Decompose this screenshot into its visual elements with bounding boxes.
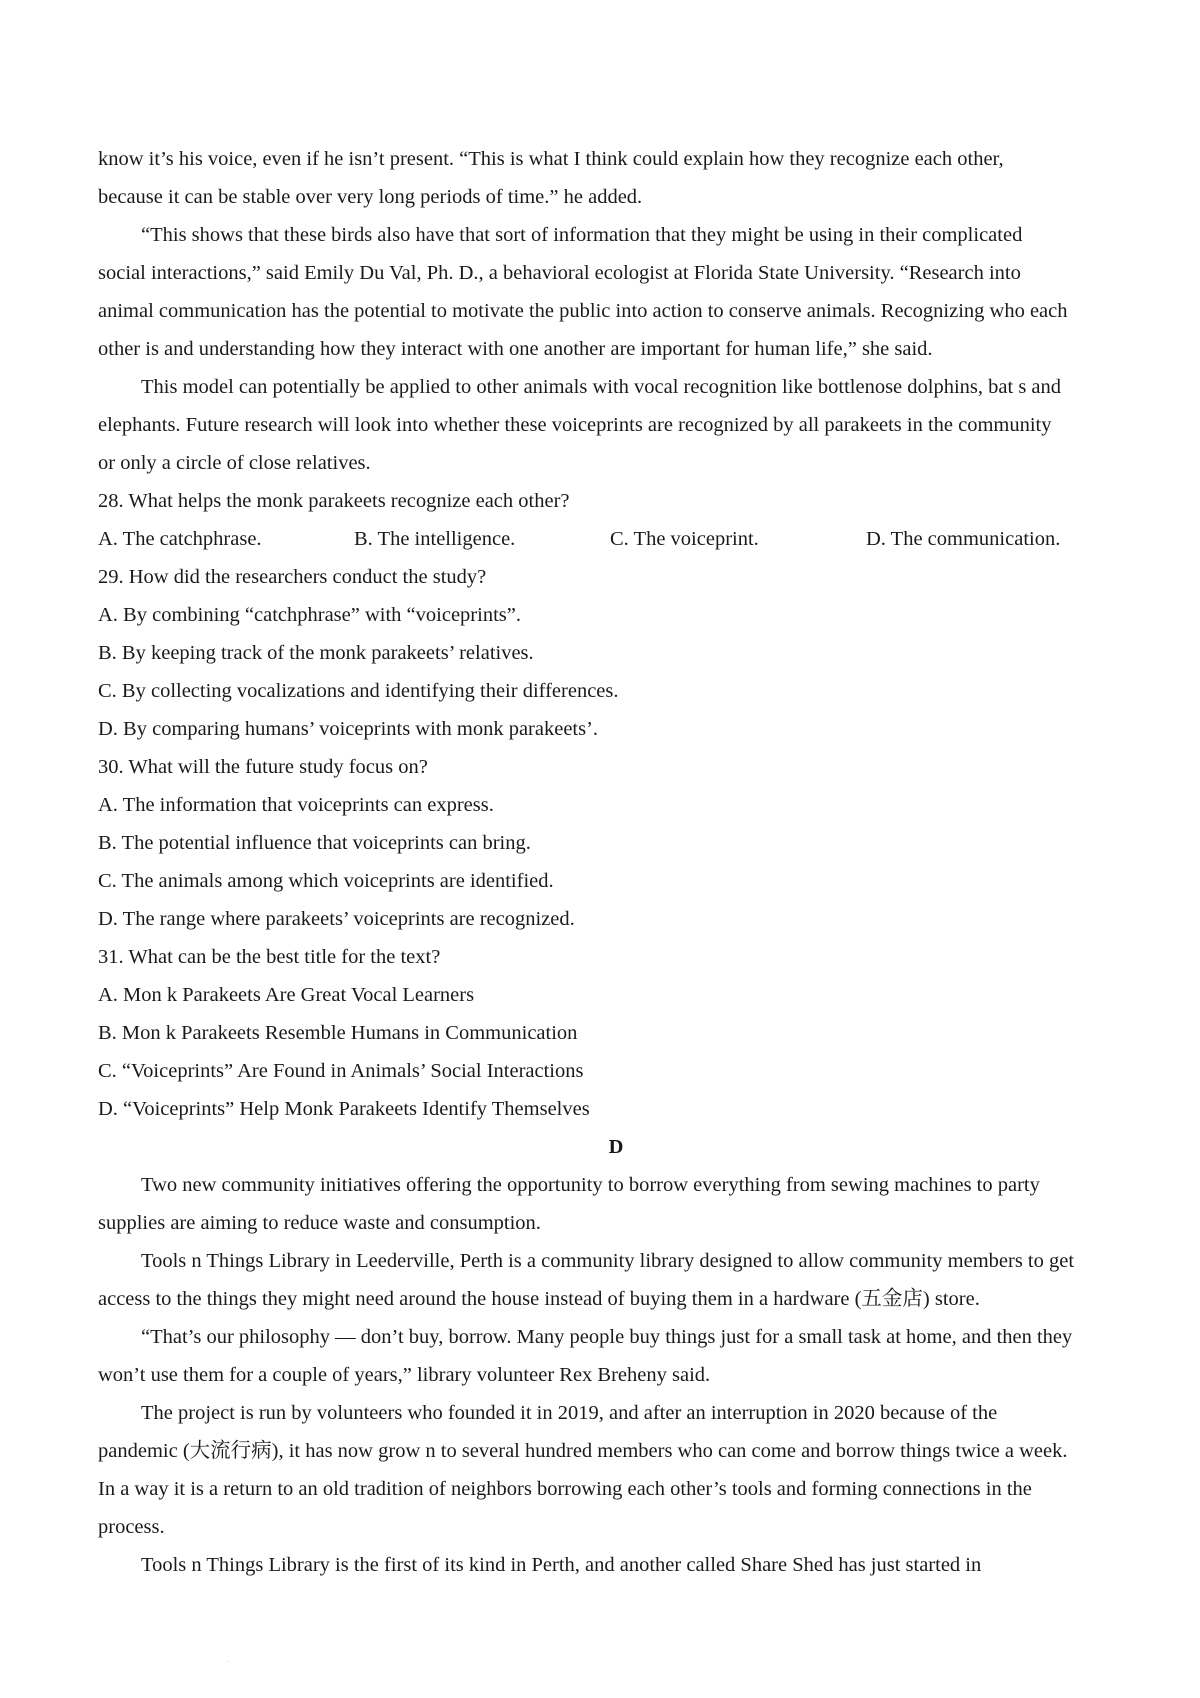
option-c: C. The animals among which voiceprints are identified. <box>98 870 554 892</box>
option-c: C. By collecting vocalizations and identifying their differences. <box>98 680 619 702</box>
footer-mark: · <box>226 1658 229 1666</box>
passage-line: “This shows that these birds also have that sort of information that they might be using in their complicated <box>141 224 1023 246</box>
question-stem: 31. What can be the best title for the text? <box>98 946 441 968</box>
question-stem: 28. What helps the monk parakeets recognize each other? <box>98 490 570 512</box>
passage-line: animal communication has the potential to motivate the public into action to conserve animals. Recognizing who each <box>98 300 1068 322</box>
passage-line: or only a circle of close relatives. <box>98 452 371 474</box>
passage-line: “That’s our philosophy — don’t buy, borrow. Many people buy things just for a small task at home, and then they <box>141 1326 1073 1348</box>
option-a: A. The catchphrase. <box>98 528 262 550</box>
passage-line: Tools n Things Library is the first of its kind in Perth, and another called Share Shed has just started in <box>141 1554 982 1576</box>
passage-line: won’t use them for a couple of years,” library volunteer Rex Breheny said. <box>98 1364 711 1386</box>
passage-d <box>98 1128 1110 1584</box>
option-a: A. Mon k Parakeets Are Great Vocal Learners <box>98 984 475 1006</box>
option-b: B. The potential influence that voiceprints can bring. <box>98 832 531 854</box>
option-d: D. By comparing humans’ voiceprints with monk parakeets’. <box>98 718 599 740</box>
question-28 <box>98 482 1110 558</box>
passage-line: Two new community initiatives offering the opportunity to borrow everything from sewing machines to party <box>141 1174 1040 1196</box>
option-b: B. The intelligence. <box>354 528 516 550</box>
question-30 <box>98 748 1110 938</box>
question-stem: 30. What will the future study focus on? <box>98 756 428 778</box>
option-c: C. “Voiceprints” Are Found in Animals’ Social Interactions <box>98 1060 584 1082</box>
passage-line: other is and understanding how they interact with one another are important for human life,” she said. <box>98 338 933 360</box>
passage-line: social interactions,” said Emily Du Val, Ph. D., a behavioral ecologist at Florida State University. “Research into <box>98 262 1021 284</box>
question-stem: 29. How did the researchers conduct the study? <box>98 566 487 588</box>
option-d: D. The communication. <box>866 528 1061 550</box>
option-d: D. The range where parakeets’ voiceprints are recognized. <box>98 908 575 930</box>
section-heading: D <box>608 1136 624 1158</box>
passage-line: know it’s his voice, even if he isn’t present. “This is what I think could explain how they recognize each other, <box>98 148 1004 170</box>
passage-line: The project is run by volunteers who founded it in 2019, and after an interruption in 2020 because of the <box>141 1402 998 1424</box>
passage-line: Tools n Things Library in Leederville, Perth is a community library designed to allow community members to get <box>141 1250 1075 1272</box>
option-row <box>98 520 1110 558</box>
passage-line: process. <box>98 1516 165 1538</box>
question-31 <box>98 938 1110 1128</box>
passage-line: access to the things they might need around the house instead of buying them in a hardware (五金店) store. <box>98 1288 980 1310</box>
passage-line: supplies are aiming to reduce waste and consumption. <box>98 1212 541 1234</box>
option-b: B. By keeping track of the monk parakeets’ relatives. <box>98 642 534 664</box>
option-d: D. “Voiceprints” Help Monk Parakeets Identify Themselves <box>98 1098 590 1120</box>
passage-line: because it can be stable over very long periods of time.” he added. <box>98 186 643 208</box>
option-a: A. By combining “catchphrase” with “voiceprints”. <box>98 604 521 626</box>
option-c: C. The voiceprint. <box>610 528 759 550</box>
passage-line: pandemic (大流行病), it has now grow n to several hundred members who can come and borrow things twice a week. <box>98 1440 1068 1462</box>
passage-line: In a way it is a return to an old tradition of neighbors borrowing each other’s tools and forming connections in the <box>98 1478 1032 1500</box>
passage-line: elephants. Future research will look into whether these voiceprints are recognized by all parakeets in the community <box>98 414 1052 436</box>
option-a: A. The information that voiceprints can express. <box>98 794 494 816</box>
option-b: B. Mon k Parakeets Resemble Humans in Communication <box>98 1022 578 1044</box>
question-29 <box>98 558 1110 748</box>
passage-line: This model can potentially be applied to other animals with vocal recognition like bottlenose dolphins, bat s and <box>141 376 1062 398</box>
passage-c-tail <box>98 140 1110 482</box>
